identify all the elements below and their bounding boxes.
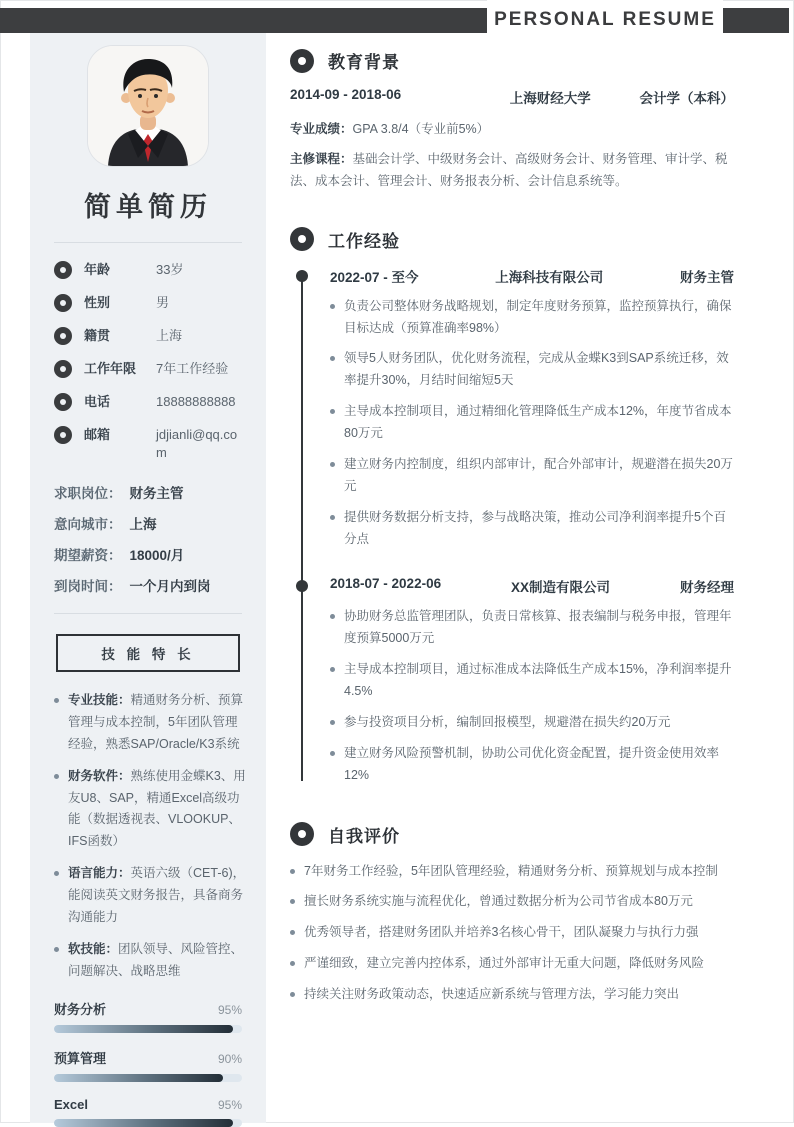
bullet-text: 严谨细致，建立完善内控体系，通过外部审计无重大问题，降低财务风险 [304, 956, 705, 971]
bar-label: 财务分析 [54, 1001, 107, 1017]
education-school: 上海财经大学 [509, 91, 591, 106]
evaluation-bullet-list [290, 861, 734, 1006]
bullet-text: 领导5人财务团队，优化财务流程，完成从金蝶K3到SAP系统迁移，效率提升30%，月结时间缩短5天 [344, 351, 729, 388]
skill-item-language [54, 863, 246, 929]
banner-title-box [487, 0, 723, 40]
intent-value: 上海 [129, 517, 157, 532]
bullet-dot-icon [54, 698, 59, 703]
banner-title: PERSONAL RESUME [494, 9, 716, 30]
bar-label: 预算管理 [54, 1050, 107, 1066]
info-label: 性别 [84, 295, 111, 310]
evaluation-bullet [290, 984, 734, 1006]
info-row-age [54, 261, 246, 279]
section-self-evaluation [290, 822, 734, 1006]
intent-value: 一个月内到岗 [129, 579, 211, 594]
evaluation-header [290, 822, 734, 847]
intent-label: 意向城市： [54, 517, 122, 532]
divider [54, 613, 242, 614]
skill-item-professional [54, 690, 246, 756]
info-row-gender [54, 294, 246, 312]
bullet-donut-icon [54, 360, 72, 378]
bar-fill [54, 1074, 223, 1082]
skill-bar-financial-analysis [54, 999, 242, 1033]
skills-section-title: 技 能 特 长 [56, 634, 240, 672]
info-label: 工作年限 [84, 361, 137, 376]
bullet-donut-icon [54, 327, 72, 345]
job-bullet [330, 743, 734, 787]
education-major: 会计学（本科） [639, 91, 734, 106]
info-value: 上海 [156, 328, 183, 343]
job-bullet-list [330, 296, 734, 551]
bullet-donut-icon [54, 294, 72, 312]
skill-label: 专业技能： [68, 693, 131, 707]
info-value: 33岁 [156, 262, 184, 277]
info-label: 电话 [84, 394, 111, 409]
bullet-dot-icon [290, 992, 295, 997]
job-company: 上海科技有限公司 [495, 269, 604, 285]
intent-label: 期望薪资： [54, 548, 122, 563]
sidebar [30, 33, 266, 1123]
evaluation-bullet [290, 922, 734, 944]
timeline-dot-icon [296, 270, 308, 282]
info-label: 邮箱 [84, 427, 111, 442]
evaluation-bullet [290, 891, 734, 913]
skill-text: 团队领导、风险管控、问题解决、战略思维 [68, 941, 244, 978]
section-donut-icon [290, 227, 314, 251]
skill-bar-excel [54, 1097, 242, 1127]
bullet-text: 7年财务工作经验，5年团队管理经验，精通财务分析、预算规划与成本控制 [304, 863, 718, 878]
bullet-text: 持续关注财务政策动态，快速适应新系统与管理方法，学习能力突出 [304, 987, 680, 1001]
person-name: 简单简历 [84, 192, 212, 222]
section-education [290, 48, 734, 193]
skill-text: 英语六级（CET-6)，能阅读英文财务报告，具备商务沟通能力 [68, 866, 246, 924]
evaluation-bullet [290, 861, 734, 883]
skill-label: 语言能力： [68, 866, 131, 881]
job-bullet [330, 507, 734, 551]
bullet-text: 擅长财务系统实施与流程优化，曾通过数据分析为公司节省成本80万元 [304, 894, 693, 909]
bullet-text: 参与投资项目分析，编制回报模型，规避潜在损失约20万元 [344, 714, 671, 729]
work-header [290, 227, 734, 252]
job-role: 财务主管 [679, 269, 734, 285]
bullet-dot-icon [290, 930, 295, 935]
skill-bar-budget-management [54, 1048, 242, 1082]
info-label: 年龄 [84, 262, 111, 277]
bar-fill [54, 1025, 233, 1033]
job-entry-1 [296, 266, 734, 551]
bullet-text: 建立财务风险预警机制，协助公司优化资金配置，提升资金使用效率12% [344, 745, 720, 782]
education-gpa-line [290, 119, 734, 141]
section-work-experience [290, 227, 734, 787]
bullet-text: 提供财务数据分析支持，参与战略决策，推动公司净利润率提升5个百分点 [344, 509, 726, 546]
education-period: 2014-09 - 2018-06 [290, 87, 402, 102]
intent-row-salary [54, 544, 246, 564]
bar-track [54, 1074, 242, 1082]
bar-percent: 90% [217, 1051, 242, 1066]
bullet-dot-icon [330, 356, 335, 361]
section-title: 教育背景 [328, 53, 400, 72]
info-value: 7年工作经验 [156, 361, 229, 376]
bullet-dot-icon [54, 947, 59, 952]
bullet-dot-icon [330, 515, 335, 520]
job-bullet [330, 712, 734, 734]
job-header [330, 266, 734, 286]
intent-row-position [54, 482, 246, 502]
skill-item-software [54, 766, 246, 854]
intent-label: 求职岗位： [54, 486, 122, 501]
job-bullet-list [330, 606, 734, 786]
section-donut-icon [290, 822, 314, 846]
info-value: 18888888888 [156, 394, 236, 409]
job-bullet [330, 606, 734, 650]
education-courses-line [290, 149, 734, 193]
intent-value: 18000/月 [129, 548, 185, 563]
avatar-illustration [88, 46, 208, 166]
bullet-dot-icon [290, 869, 295, 874]
bar-track [54, 1025, 242, 1033]
job-intent-list [50, 482, 246, 595]
gpa-value: GPA 3.8/4（专业前5%） [352, 122, 490, 136]
job-period: 2018-07 - 2022-06 [330, 576, 442, 592]
courses-label: 主修课程： [290, 151, 353, 166]
bullet-dot-icon [330, 614, 335, 619]
bullet-text: 主导成本控制项目，通过标准成本法降低生产成本15%，净利润率提升4.5% [344, 662, 732, 698]
bullet-dot-icon [290, 961, 295, 966]
skills-list [54, 690, 246, 983]
info-row-phone [54, 393, 246, 411]
personal-info-list [50, 261, 246, 462]
info-row-email [54, 426, 246, 462]
job-company: XX制造有限公司 [511, 580, 611, 596]
intent-row-availability [54, 575, 246, 595]
bar-label: Excel [54, 1096, 88, 1112]
job-bullet [330, 348, 734, 392]
bullet-donut-icon [54, 261, 72, 279]
bullet-dot-icon [54, 774, 59, 779]
avatar [87, 45, 209, 167]
skill-bars [54, 999, 242, 1127]
courses-value: 基础会计学、中级财务会计、高级财务会计、财务管理、审计学、税法、成本会计、管理会计、财务报表分析、会计信息系统等。 [290, 151, 728, 188]
intent-label: 到岗时间： [54, 579, 122, 594]
bullet-text: 主导成本控制项目，通过精细化管理降低生产成本12%，年度节省成本80万元 [344, 404, 732, 440]
bullet-dot-icon [330, 667, 335, 672]
bullet-dot-icon [330, 751, 335, 756]
info-value: 男 [156, 295, 170, 310]
bar-percent: 95% [217, 1002, 242, 1017]
job-bullet [330, 401, 734, 445]
bullet-dot-icon [330, 462, 335, 467]
evaluation-bullet [290, 953, 734, 975]
bullet-dot-icon [330, 720, 335, 725]
bullet-text: 优秀领导者，搭建财务团队并培养3名核心骨干，团队凝聚力与执行力强 [304, 925, 699, 940]
work-timeline [296, 266, 734, 787]
job-period: 2022-07 - 至今 [330, 269, 419, 285]
skill-label: 软技能： [68, 941, 119, 956]
job-bullet [330, 659, 734, 703]
job-header [330, 576, 734, 596]
section-title: 工作经验 [328, 231, 400, 251]
intent-value: 财务主管 [129, 486, 184, 501]
job-bullet [330, 454, 734, 498]
bullet-dot-icon [330, 304, 335, 309]
job-bullet [330, 296, 734, 340]
job-entry-2 [296, 576, 734, 786]
info-row-experience-years [54, 360, 246, 378]
bullet-dot-icon [290, 899, 295, 904]
skill-text: 熟练使用金蝶K3、用友U8、SAP，精通Excel高级功能（数据透视表、VLOOKUP、IFS函数） [68, 768, 246, 849]
bullet-dot-icon [54, 871, 59, 876]
timeline-dot-icon [296, 580, 308, 592]
education-header [290, 48, 734, 73]
gpa-label: 专业成绩： [290, 122, 353, 136]
section-title: 自我评价 [328, 826, 400, 846]
intent-row-city [54, 513, 246, 533]
bullet-donut-icon [54, 393, 72, 411]
bullet-dot-icon [330, 409, 335, 414]
job-role: 财务经理 [679, 580, 734, 596]
bullet-text: 负责公司整体财务战略规划，制定年度财务预算，监控预算执行，确保目标达成（预算准确率98%） [344, 298, 732, 335]
divider [54, 242, 242, 243]
bullet-donut-icon [54, 426, 72, 444]
info-label: 籍贯 [84, 328, 111, 343]
bullet-text: 建立财务内控制度，组织内部审计，配合外部审计，规避潜在损失20万元 [344, 456, 733, 493]
info-row-hometown [54, 327, 246, 345]
section-donut-icon [290, 49, 314, 73]
skill-item-soft [54, 939, 246, 983]
bar-percent: 95% [217, 1097, 242, 1112]
info-value: jdjianli@qq.com [156, 427, 238, 460]
skill-label: 财务软件： [68, 768, 131, 783]
bullet-text: 协助财务总监管理团队，负责日常核算、报表编制与税务申报，管理年度预算5000万元 [344, 609, 732, 646]
main-column [290, 48, 734, 1015]
skill-text: 精通财务分析、预算管理与成本控制，5年团队管理经验，熟悉SAP/Oracle/K3系统 [68, 693, 244, 751]
education-entry-header [290, 87, 734, 107]
